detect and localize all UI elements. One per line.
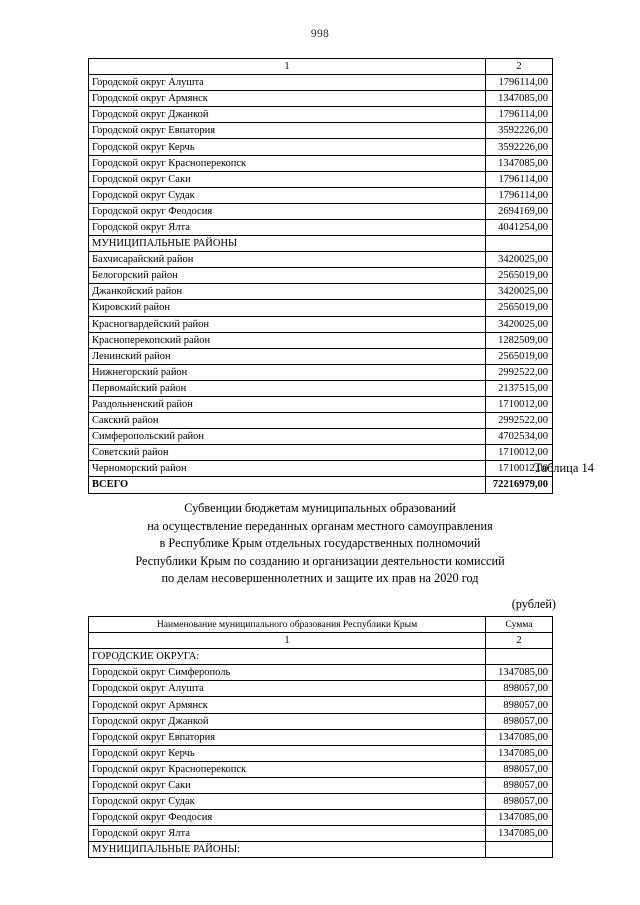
- column-header-cell: Сумма: [486, 617, 553, 633]
- row-value-cell: 3420025,00: [486, 252, 553, 268]
- table-row: [89, 842, 553, 858]
- table-row: [89, 364, 553, 380]
- row-name-cell: Бахчисарайский район: [89, 252, 486, 268]
- table-row: [89, 665, 553, 681]
- column-number-cell: 1: [89, 633, 486, 649]
- table-1-column-number-row: [89, 59, 553, 75]
- table-2-column-number-row: [89, 633, 553, 649]
- row-name-cell: Городской округ Судак: [89, 794, 486, 810]
- table-row: [89, 187, 553, 203]
- table-title-line: Субвенции бюджетам муниципальных образований: [184, 501, 456, 515]
- row-name-cell: Белогорский район: [89, 268, 486, 284]
- table-row: [89, 155, 553, 171]
- table-row: [89, 171, 553, 187]
- row-name-cell: Советский район: [89, 445, 486, 461]
- row-value-cell: 1347085,00: [486, 91, 553, 107]
- table-row: [89, 413, 553, 429]
- row-value-cell: 898057,00: [486, 681, 553, 697]
- row-name-cell: Городской округ Евпатория: [89, 729, 486, 745]
- row-value-cell: 1347085,00: [486, 665, 553, 681]
- row-value-cell: 1796114,00: [486, 75, 553, 91]
- row-value-cell: 3420025,00: [486, 284, 553, 300]
- row-value-cell: 3592226,00: [486, 139, 553, 155]
- row-value-cell: 898057,00: [486, 697, 553, 713]
- row-value-cell: 1347085,00: [486, 826, 553, 842]
- table-row: [89, 268, 553, 284]
- row-value-cell: 2694169,00: [486, 203, 553, 219]
- row-name-cell: Городской округ Ялта: [89, 219, 486, 235]
- table-row: [89, 139, 553, 155]
- row-name-cell: Городской округ Красноперекопск: [89, 155, 486, 171]
- row-value-cell: 2565019,00: [486, 300, 553, 316]
- row-value-cell: 3592226,00: [486, 123, 553, 139]
- column-header-cell: Наименование муниципального образования Республики Крым: [89, 617, 486, 633]
- table-row: [89, 697, 553, 713]
- table-row: [89, 826, 553, 842]
- table-row: [89, 284, 553, 300]
- subventions-juvenile-commissions-table: [88, 616, 552, 858]
- column-number-cell: 2: [486, 633, 553, 649]
- row-name-cell: Городской округ Армянск: [89, 91, 486, 107]
- table-1: [88, 58, 553, 494]
- row-name-cell: Городской округ Ялта: [89, 826, 486, 842]
- row-name-cell: Городской округ Алушта: [89, 75, 486, 91]
- row-name-cell: ВСЕГО: [89, 477, 486, 493]
- table-row: [89, 429, 553, 445]
- row-value-cell: 1796114,00: [486, 107, 553, 123]
- row-value-cell: 72216979,00: [486, 477, 553, 493]
- table-1-body: [89, 59, 553, 494]
- row-value-cell: 2992522,00: [486, 413, 553, 429]
- table-2-body: [89, 617, 553, 858]
- row-name-cell: Кировский район: [89, 300, 486, 316]
- row-value-cell: [486, 842, 553, 858]
- row-name-cell: Симферопольский район: [89, 429, 486, 445]
- table-row: [89, 649, 553, 665]
- row-name-cell: Городской округ Джанкой: [89, 713, 486, 729]
- table-row: [89, 107, 553, 123]
- row-name-cell: Первомайский район: [89, 380, 486, 396]
- row-name-cell: Городской округ Саки: [89, 777, 486, 793]
- row-value-cell: 1282509,00: [486, 332, 553, 348]
- row-name-cell: Городской округ Симферополь: [89, 665, 486, 681]
- row-name-cell: Городской округ Керчь: [89, 745, 486, 761]
- row-name-cell: Городской округ Феодосия: [89, 810, 486, 826]
- table-2: [88, 616, 553, 858]
- table-title-line: на осуществление переданных органам местного самоуправления: [147, 518, 493, 533]
- table-row: [89, 316, 553, 332]
- page-number: 998: [310, 28, 330, 40]
- row-name-cell: Черноморский район: [89, 461, 486, 477]
- row-value-cell: 898057,00: [486, 777, 553, 793]
- row-value-cell: 1796114,00: [486, 187, 553, 203]
- table-row: [89, 123, 553, 139]
- row-value-cell: 1710012,00: [486, 445, 553, 461]
- row-value-cell: 1347085,00: [486, 729, 553, 745]
- table-label: Таблица 14: [534, 461, 594, 475]
- column-number-cell: 2: [486, 59, 553, 75]
- row-name-cell: Городской округ Армянск: [89, 697, 486, 713]
- table-row: [89, 477, 553, 493]
- row-name-cell: Городской округ Джанкой: [89, 107, 486, 123]
- table-2-header-row: [89, 617, 553, 633]
- table-row: [89, 300, 553, 316]
- row-name-cell: Джанкойский район: [89, 284, 486, 300]
- row-value-cell: 4702534,00: [486, 429, 553, 445]
- table-row: [89, 777, 553, 793]
- table-row: [89, 91, 553, 107]
- row-value-cell: 1710012,00: [486, 396, 553, 412]
- units-label: (рублей): [511, 597, 556, 611]
- table-row: [89, 445, 553, 461]
- table-row: [89, 729, 553, 745]
- row-name-cell: МУНИЦИПАЛЬНЫЕ РАЙОНЫ: [89, 236, 486, 252]
- row-value-cell: 898057,00: [486, 794, 553, 810]
- row-name-cell: Сакский район: [89, 413, 486, 429]
- table-row: [89, 810, 553, 826]
- row-name-cell: Городской округ Красноперекопск: [89, 761, 486, 777]
- row-name-cell: МУНИЦИПАЛЬНЫЕ РАЙОНЫ:: [89, 842, 486, 858]
- row-name-cell: Городской округ Саки: [89, 171, 486, 187]
- table-row: [89, 332, 553, 348]
- table-row: [89, 794, 553, 810]
- table-row: [89, 236, 553, 252]
- table-title-line: по делам несовершеннолетних и защите их прав на 2020 год: [161, 571, 479, 586]
- table-row: [89, 396, 553, 412]
- table-title: [70, 500, 570, 588]
- table-row: [89, 252, 553, 268]
- table-row: [89, 75, 553, 91]
- table-row: [89, 745, 553, 761]
- row-name-cell: ГОРОДСКИЕ ОКРУГА:: [89, 649, 486, 665]
- row-value-cell: 2137515,00: [486, 380, 553, 396]
- row-value-cell: 1347085,00: [486, 745, 553, 761]
- row-name-cell: Ленинский район: [89, 348, 486, 364]
- row-name-cell: Красногвардейский район: [89, 316, 486, 332]
- table-row: [89, 761, 553, 777]
- row-name-cell: Городской округ Керчь: [89, 139, 486, 155]
- table-row: [89, 380, 553, 396]
- row-name-cell: Раздольненский район: [89, 396, 486, 412]
- table-row: [89, 713, 553, 729]
- row-name-cell: Городской округ Евпатория: [89, 123, 486, 139]
- row-value-cell: 1347085,00: [486, 155, 553, 171]
- row-name-cell: Нижнегорский район: [89, 364, 486, 380]
- table-row: [89, 203, 553, 219]
- row-value-cell: [486, 236, 553, 252]
- row-name-cell: Городской округ Судак: [89, 187, 486, 203]
- row-value-cell: 898057,00: [486, 761, 553, 777]
- row-name-cell: Городской округ Алушта: [89, 681, 486, 697]
- row-value-cell: 898057,00: [486, 713, 553, 729]
- row-value-cell: 2992522,00: [486, 364, 553, 380]
- row-value-cell: 2565019,00: [486, 268, 553, 284]
- table-row: [89, 681, 553, 697]
- table-title-line: Республики Крым по созданию и организации деятельности комиссий: [135, 553, 505, 568]
- row-value-cell: [486, 649, 553, 665]
- row-value-cell: 2565019,00: [486, 348, 553, 364]
- row-value-cell: 4041254,00: [486, 219, 553, 235]
- row-name-cell: Красноперекопский район: [89, 332, 486, 348]
- row-value-cell: 1710012,00: [486, 461, 553, 477]
- subventions-table-continuation: [88, 58, 552, 494]
- table-row: [89, 219, 553, 235]
- row-value-cell: 3420025,00: [486, 316, 553, 332]
- column-number-cell: 1: [89, 59, 486, 75]
- table-row: [89, 348, 553, 364]
- row-name-cell: Городской округ Феодосия: [89, 203, 486, 219]
- row-value-cell: 1796114,00: [486, 171, 553, 187]
- row-value-cell: 1347085,00: [486, 810, 553, 826]
- table-title-line: в Республике Крым отдельных государственных полномочий: [159, 536, 481, 551]
